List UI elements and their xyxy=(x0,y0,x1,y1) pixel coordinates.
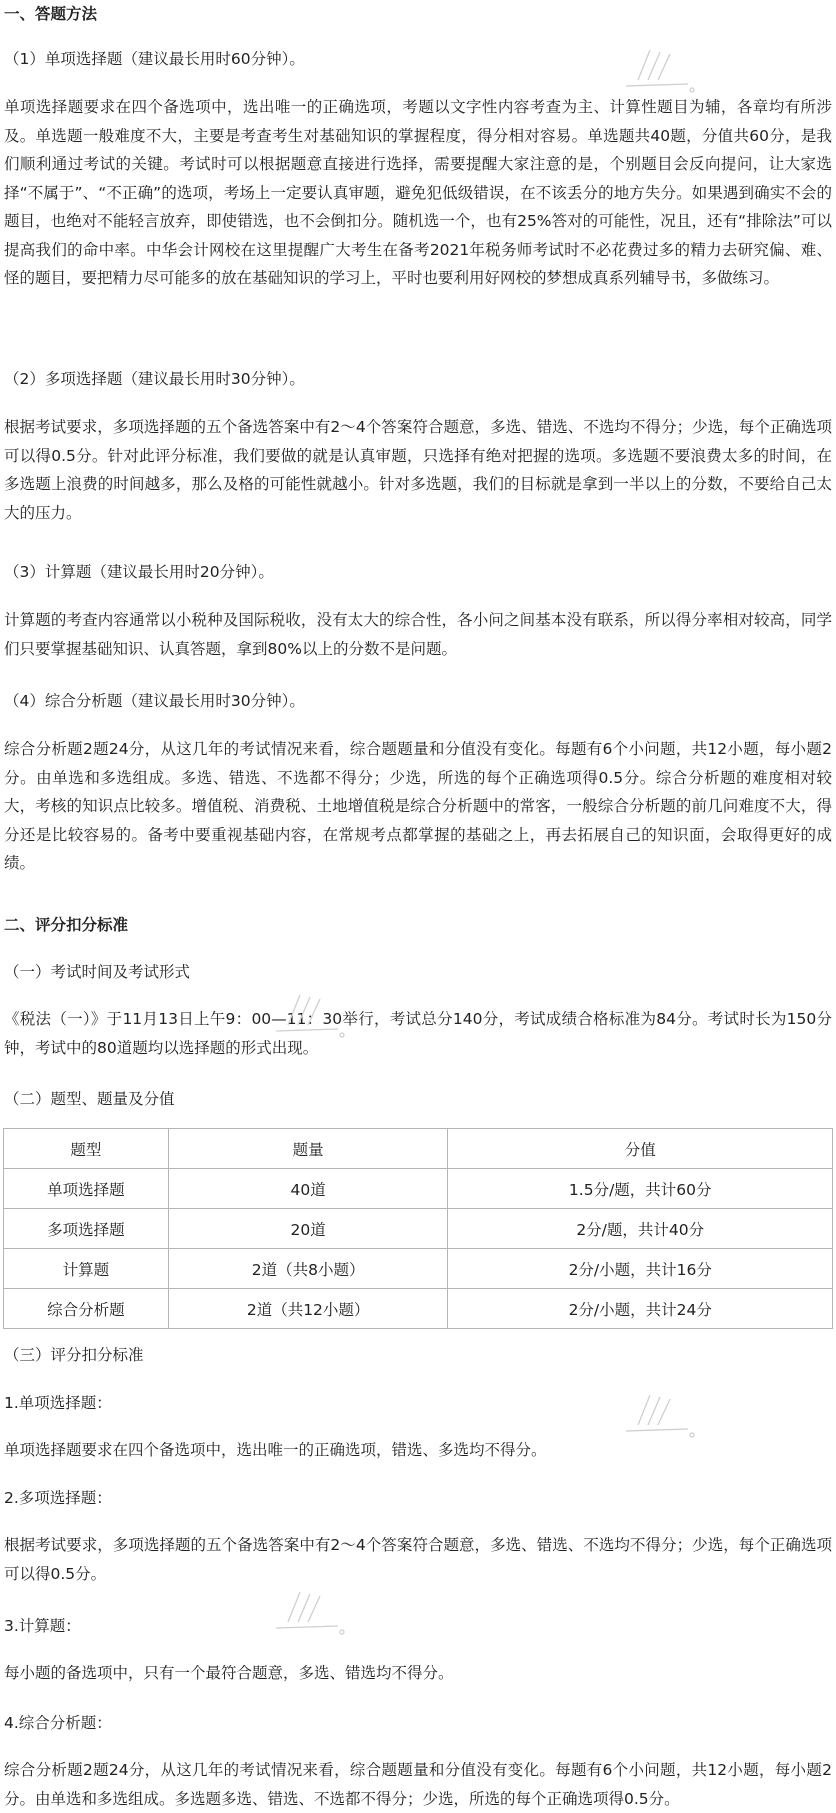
paragraph-single-choice: 单项选择题要求在四个备选项中，选出唯一的正确选项，考题以文字性内容考查为主、计算性题目为辅，各章均有所涉及。单选题一般难度不大，主要是考查考生对基础知识的掌握程度，得分相对容易。单选题共40题，分值共60分，是我们顺利通过考试的关键。考试时可以根据题意直接进行选择，需要提醒大家注意的是，个别题目会反向提问，让大家选择“不属于”、“不正确”的选项，考场上一定要认真审题，避免犯低级错误，在不该丢分的地方失分。如果遇到确实不会的题目，也绝对不能轻言放弃，即使错选，也不会倒扣分。随机选一个，也有25%答对的可能性，况且，还有“排除法”可以提高我们的命中率。中华会计网校在这里提醒广大考生在备考2021年税务师考试时不必花费过多的精力去研究偏、难、怪的题目，要把精力尽可能多的放在基础知识的学习上，平时也要利用好网校的梦想成真系列辅导书，多做练习。 xyxy=(4,98,832,287)
table-row xyxy=(4,1249,833,1289)
heading-multiple-choice: （2）多项选择题（建议最长用时30分钟）。 xyxy=(4,370,305,388)
watermark-icon xyxy=(618,40,708,100)
section-title-scoring-standards: 二、评分扣分标准 xyxy=(4,916,129,934)
table-header-cell: 题量 xyxy=(168,1129,448,1169)
paragraph-calculation: 计算题的考查内容通常以小税种及国际税收，没有太大的综合性，各小问之间基本没有联系，所以得分率相对较高，同学们只要掌握基础知识、认真答题，拿到80%以上的分数不是问题。 xyxy=(4,611,832,658)
table-row xyxy=(4,1289,833,1329)
table-cell: 2分/小题，共计16分 xyxy=(448,1249,833,1289)
table-cell: 单项选择题 xyxy=(4,1169,169,1209)
paragraph-exam-time: 《税法（一）》于11月13日上午9：00—11：30举行，考试总分140分，考试成绩合格标准为84分。考试时长为150分钟，考试中的80道题均以选择题的形式出现。 xyxy=(4,1010,832,1057)
table-cell: 20道 xyxy=(168,1209,448,1249)
heading-comprehensive: （4）综合分析题（建议最长用时30分钟）。 xyxy=(4,692,305,710)
table-header-cell: 题型 xyxy=(4,1129,169,1169)
heading-calculation: （3）计算题（建议最长用时20分钟）。 xyxy=(4,563,274,581)
heading-exam-time: （一）考试时间及考试形式 xyxy=(4,963,191,981)
table-cell: 2道（共12小题） xyxy=(168,1289,448,1329)
watermark-icon xyxy=(618,1385,708,1445)
rule-body-calculation: 每小题的备选项中，只有一个最符合题意，多选、错选均不得分。 xyxy=(4,1664,454,1682)
paragraph-comprehensive: 综合分析题2题24分，从这几年的考试情况来看，综合题题量和分值没有变化。每题有6个小问题，共12小题，每小题2分。由单选和多选组成。多选、错选、不选都不得分；少选，所选的每个正确选项得0.5分。综合分析题的难度相对较大，考核的知识点比较多。增值税、消费税、土地增值税是综合分析题中的常客，一般综合分析题的前几问难度不大，得分还是比较容易的。备考中要重视基础内容，在常规考点都掌握的基础之上，再去拓展自己的知识面，会取得更好的成绩。 xyxy=(4,740,832,872)
table-cell: 计算题 xyxy=(4,1249,169,1289)
watermark-icon xyxy=(268,1582,358,1642)
rule-label-comprehensive: 4.综合分析题： xyxy=(4,1714,112,1732)
table-cell: 2分/题，共计40分 xyxy=(448,1209,833,1249)
heading-question-types: （二）题型、题量及分值 xyxy=(4,1090,175,1108)
table-row xyxy=(4,1169,833,1209)
score-table xyxy=(3,1128,833,1329)
rule-body-comprehensive: 综合分析题2题24分，从这几年的考试情况来看，综合题题量和分值没有变化。每题有6个小问题，共12小题，每小题2分。由单选和多选组成。多选题多选、错选、不选都不得分；少选，所选的每个正确选项得0.5分。 xyxy=(4,1761,832,1808)
heading-single-choice: （1）单项选择题（建议最长用时60分钟）。 xyxy=(4,50,305,68)
rule-label-multiple: 2.多项选择题： xyxy=(4,1489,112,1507)
table-cell: 综合分析题 xyxy=(4,1289,169,1329)
section-title-answer-methods: 一、答题方法 xyxy=(4,5,98,23)
table-cell: 多项选择题 xyxy=(4,1209,169,1249)
table-cell: 40道 xyxy=(168,1169,448,1209)
table-cell: 2分/小题，共计24分 xyxy=(448,1289,833,1329)
table-cell: 1.5分/题，共计60分 xyxy=(448,1169,833,1209)
rule-body-single: 单项选择题要求在四个备选项中，选出唯一的正确选项，错选、多选均不得分。 xyxy=(4,1441,547,1459)
rule-label-single: 1.单项选择题： xyxy=(4,1394,112,1412)
paragraph-multiple-choice: 根据考试要求，多项选择题的五个备选答案中有2～4个答案符合题意，多选、错选、不选均不得分；少选，每个正确选项可以得0.5分。针对此评分标准，我们要做的就是认真审题，只选择有绝对把握的选项。多选题不要浪费太多的时间，在多选题上浪费的时间越多，那么及格的可能性就越小。针对多选题，我们的目标就是拿到一半以上的分数，不要给自己太大的压力。 xyxy=(4,418,832,522)
table-header-row xyxy=(4,1129,833,1169)
watermark-icon xyxy=(268,985,358,1045)
heading-scoring-rules: （三）评分扣分标准 xyxy=(4,1346,144,1364)
table-header-cell: 分值 xyxy=(448,1129,833,1169)
rule-label-calculation: 3.计算题： xyxy=(4,1617,81,1635)
table-row xyxy=(4,1209,833,1249)
rule-body-multiple: 根据考试要求，多项选择题的五个备选答案中有2～4个答案符合题意，多选、错选、不选均不得分；少选，每个正确选项可以得0.5分。 xyxy=(4,1536,832,1583)
table-cell: 2道（共8小题） xyxy=(168,1249,448,1289)
